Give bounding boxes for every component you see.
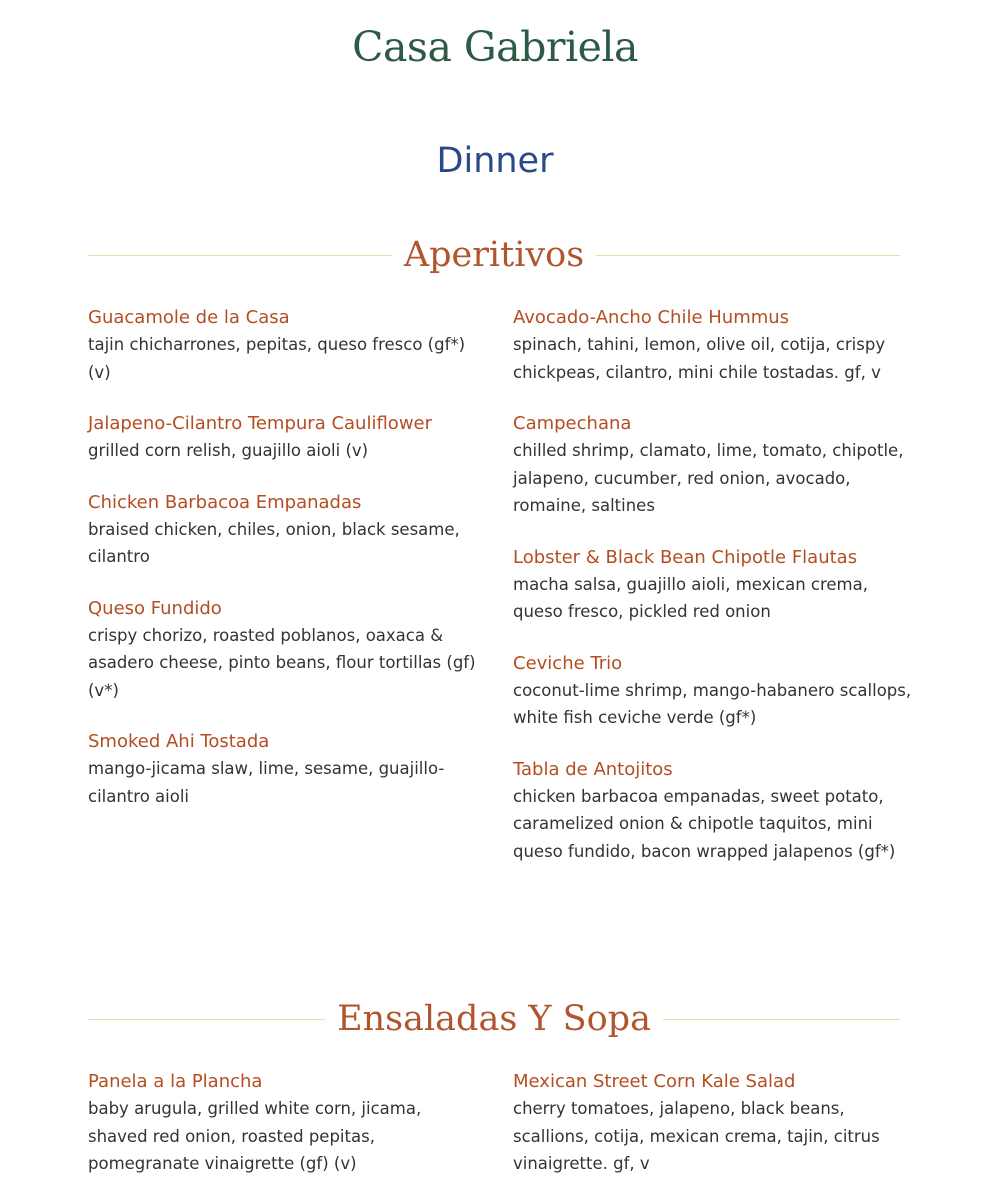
divider-rule-right [663, 1019, 900, 1020]
menu-item [513, 756, 913, 866]
menu-item-description: braised chicken, chiles, onion, black sesame, cilantro [88, 519, 460, 566]
menu-item [513, 304, 913, 386]
menu-item-name: Tabla de Antojitos [513, 758, 673, 780]
section-title: Ensaladas Y Sopa [337, 999, 651, 1039]
divider-rule-left [88, 1019, 325, 1020]
menu-item-name: Lobster & Black Bean Chipotle Flautas [513, 546, 858, 568]
menu-item-description: baby arugula, grilled white corn, jicama, shaved red onion, roasted pepitas, pomegranate vinaigrette (gf) (v) [88, 1099, 422, 1173]
menu-item-description: macha salsa, guajillo aioli, mexican crema, queso fresco, pickled red onion [513, 574, 868, 621]
menu-item-name: Chicken Barbacoa Empanadas [88, 491, 362, 513]
section-heading-aperitivos [88, 232, 900, 278]
menu-item [513, 650, 913, 732]
menu-item-description: mango-jicama slaw, lime, sesame, guajillo-cilantro aioli [88, 759, 445, 806]
menu-item-name: Jalapeno-Cilantro Tempura Cauliflower [88, 413, 433, 434]
ensaladas-left-column [88, 1068, 478, 1202]
menu-item-name: Queso Fundido [88, 597, 222, 619]
menu-item-name: Mexican Street Corn Kale Salad [513, 1071, 796, 1092]
menu-item-description: chicken barbacoa empanadas, sweet potato, caramelized onion & chipotle taquitos, mini queso fundido, bacon wrapped jalapenos (gf*) [513, 786, 896, 861]
menu-item [88, 595, 478, 705]
menu-item-description: crispy chorizo, roasted poblanos, oaxaca & asadero cheese, pinto beans, flour tortillas (gf) (v*) [88, 625, 476, 700]
menu-item-name: Ceviche Trio [513, 652, 623, 674]
restaurant-name: Casa Gabriela [352, 23, 638, 71]
menu-item-name: Guacamole de la Casa [88, 307, 290, 328]
menu-item-name: Panela a la Plancha [88, 1071, 263, 1092]
menu-item-name: Campechana [513, 413, 632, 434]
section-heading-ensaladas [88, 996, 900, 1042]
menu-item [88, 728, 478, 810]
menu-item [513, 544, 913, 626]
menu-item-description: cherry tomatoes, jalapeno, black beans, scallions, cotija, mexican crema, tajin, citrus vinaigrette. gf, v [513, 1099, 880, 1173]
menu-item [88, 410, 478, 465]
menu-item-description: grilled corn relish, guajillo aioli (v) [88, 441, 369, 460]
menu-item-name: Avocado-Ancho Chile Hummus [513, 307, 790, 328]
menu-item-description: chilled shrimp, clamato, lime, tomato, chipotle, jalapeno, cucumber, red onion, avocado, romaine, saltines [513, 441, 904, 515]
menu-item [513, 410, 913, 520]
menu-item-description: tajin chicharrones, pepitas, queso fresco (gf*) (v) [88, 335, 466, 382]
menu-item [88, 304, 478, 386]
menu-item-description: spinach, tahini, lemon, olive oil, cotija, crispy chickpeas, cilantro, mini chile tostadas. gf, v [513, 335, 886, 382]
menu-item-name: Smoked Ahi Tostada [88, 731, 270, 752]
menu-item [513, 1068, 913, 1178]
divider-rule-left [88, 255, 392, 256]
menu-item [88, 489, 478, 571]
menu-item [88, 1068, 478, 1178]
divider-rule-right [596, 255, 900, 256]
menu-title: Dinner [436, 141, 554, 181]
aperitivos-left-column [88, 304, 478, 834]
aperitivos-right-column [513, 304, 913, 889]
section-title: Aperitivos [403, 235, 585, 275]
menu-item-description: coconut-lime shrimp, mango-habanero scallops, white fish ceviche verde (gf*) [513, 680, 912, 727]
ensaladas-right-column [513, 1068, 913, 1202]
